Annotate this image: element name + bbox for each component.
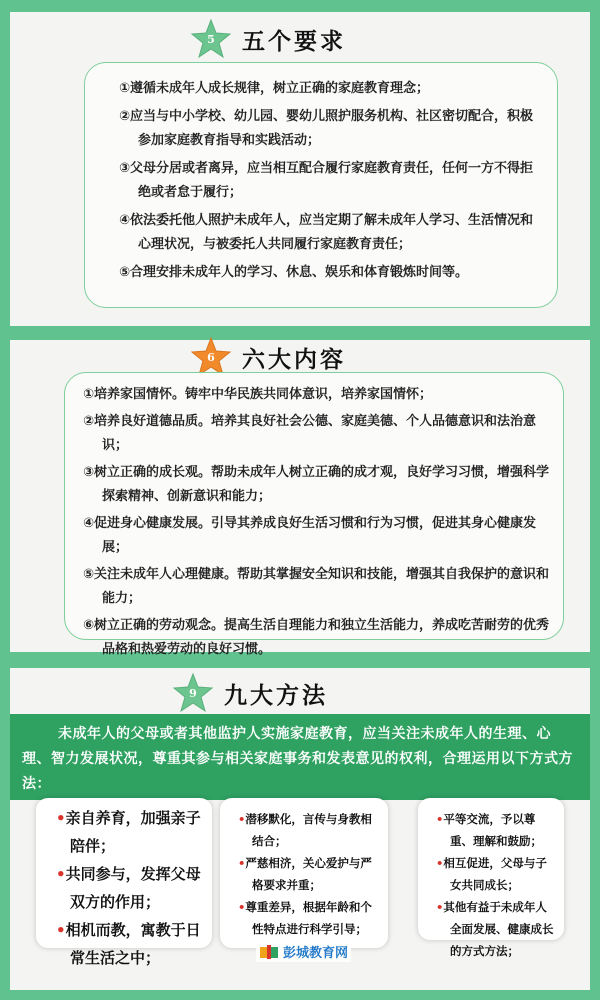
bullet-icon: • <box>56 809 66 827</box>
bullet-icon: • <box>56 921 66 939</box>
watermark-text: 彭城教育网 <box>283 946 349 961</box>
list-item: •平等交流，予以尊重、理解和鼓励； <box>436 812 542 848</box>
list-item: ⑤关注未成年人心理健康。帮助其掌握安全知识和技能，增强其自我保护的意识和能力； <box>83 567 550 606</box>
section-number: 5 <box>207 32 215 46</box>
requirements-box <box>84 62 558 308</box>
bullet-icon: • <box>56 865 66 883</box>
methods-intro: 未成年人的父母或者其他监护人实施家庭教育，应当关注未成年人的生理、心理、智力发展状况，尊重其参与相关家庭事务和发表意见的权利，合理运用以下方式方法： <box>10 714 590 800</box>
list-item: ⑤合理安排未成年人的学习、休息、娱乐和体育锻炼时间等。 <box>119 265 469 280</box>
list-item: •共同参与，发挥父母双方的作用； <box>56 865 201 911</box>
contents-box <box>64 372 564 657</box>
list-item: ②培养良好道德品质。培养其良好社会公德、家庭美德、个人品德意识和法治意识； <box>83 414 537 453</box>
bullet-icon: • <box>436 856 444 870</box>
section-number: 6 <box>207 350 215 364</box>
section-five-requirements <box>10 12 590 326</box>
section-number: 9 <box>189 686 197 700</box>
methods-card-3 <box>418 798 564 958</box>
bullet-icon: • <box>238 900 246 914</box>
list-item: •严慈相济，关心爱护与严格要求并重； <box>238 856 372 892</box>
methods-card-1 <box>36 798 212 967</box>
watermark <box>256 941 351 962</box>
star-badge-icon <box>190 18 232 60</box>
list-item: ⑥树立正确的劳动观念。提高生活自理能力和独立生活能力，养成吃苦耐劳的优秀品格和热爱劳动的良好习惯。 <box>83 618 550 657</box>
list-item: ④依法委托他人照护未成年人，应当定期了解未成年人学习、生活情况和心理状况，与被委托人共同履行家庭教育责任； <box>119 213 534 252</box>
list-item: ①遵循未成年人成长规律，树立正确的家庭教育理念； <box>119 81 430 96</box>
section-nine-methods <box>10 668 590 990</box>
book-logo-icon <box>259 944 279 960</box>
list-item: •相互促进，父母与子女共同成长； <box>436 856 547 892</box>
section-title: 六大内容 <box>242 345 346 373</box>
star-badge-icon <box>172 672 214 714</box>
bullet-icon: • <box>436 812 444 826</box>
bullet-icon: • <box>238 812 246 826</box>
section-heading <box>172 672 328 714</box>
list-item: ④促进身心健康发展。引导其养成良好生活习惯和行为习惯，促进其身心健康发展； <box>83 516 537 555</box>
section-six-contents <box>10 340 590 657</box>
bullet-icon: • <box>238 856 246 870</box>
methods-card-2 <box>220 798 388 948</box>
list-item: ③树立正确的成长观。帮助未成年人树立正确的成才观，良好学习习惯，增强科学探索精神、创新意识和能力； <box>83 465 550 504</box>
list-item: •亲自养育，加强亲子陪伴； <box>56 809 201 855</box>
list-item: •尊重差异，根据年龄和个性特点进行科学引导； <box>238 900 372 936</box>
list-item: ③父母分居或者离异，应当相互配合履行家庭教育责任，任何一方不得拒绝或者怠于履行； <box>119 161 534 200</box>
bullet-icon: • <box>436 900 444 914</box>
list-item: ②应当与中小学校、幼儿园、婴幼儿照护服务机构、社区密切配合，积极参加家庭教育指导和实践活动； <box>119 109 534 148</box>
list-item: ①培养家国情怀。铸牢中华民族共同体意识，培养家国情怀； <box>83 387 433 402</box>
section-heading <box>190 18 346 60</box>
list-item: •潜移默化，言传与身教相结合； <box>238 812 372 848</box>
list-item: •相机而教，寓教于日常生活之中； <box>56 921 201 967</box>
section-title: 九大方法 <box>224 681 328 709</box>
section-title: 五个要求 <box>242 27 346 55</box>
list-item: •其他有益于未成年人全面发展、健康成长的方式方法； <box>436 900 554 958</box>
